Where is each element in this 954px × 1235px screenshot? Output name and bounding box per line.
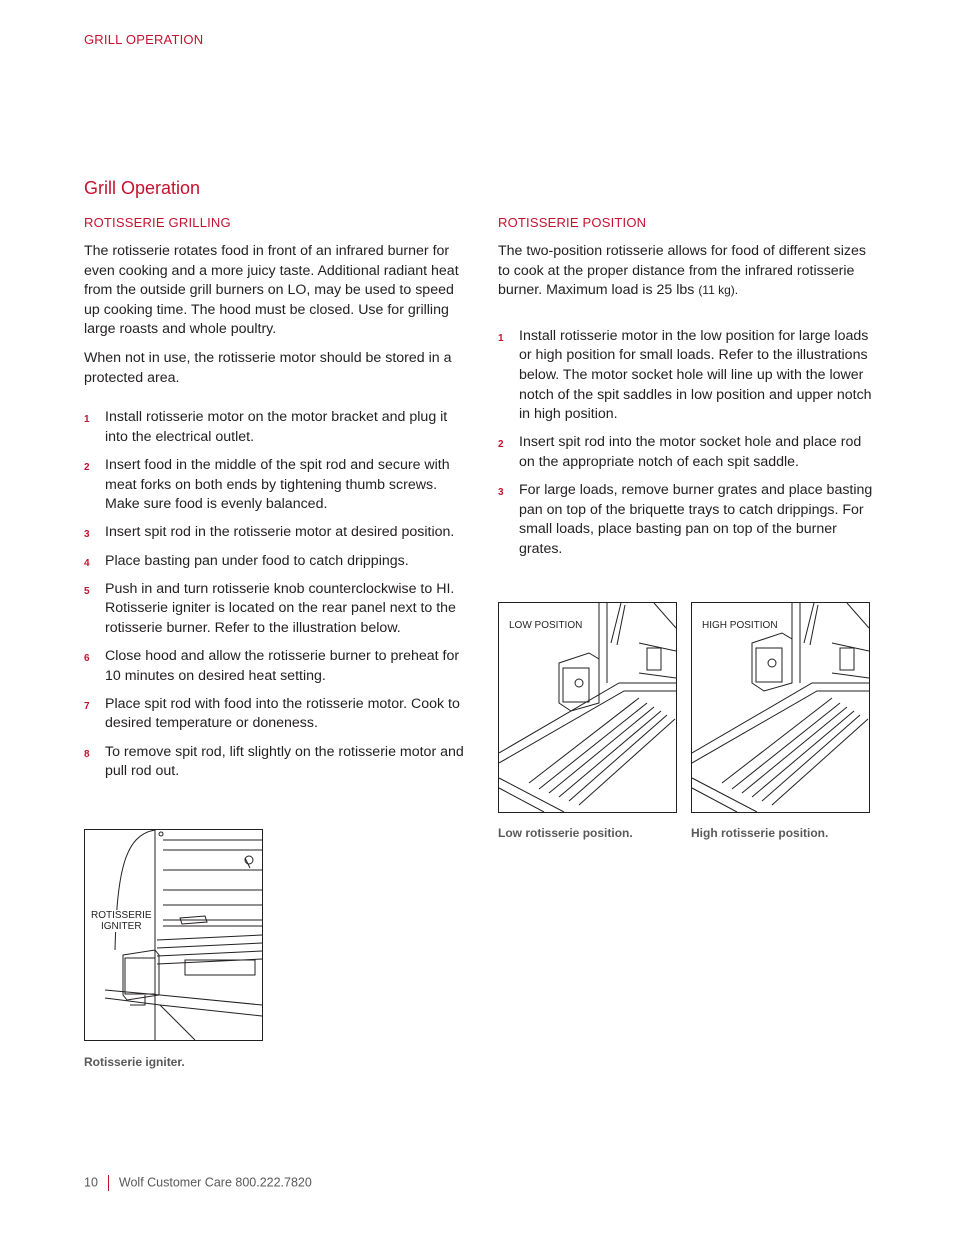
grilling-steps-list <box>84 408 466 782</box>
page-footer <box>84 1175 312 1191</box>
step-text: Place spit rod with food into the rotisserie motor. Cook to desired temperature or doneness. <box>105 695 460 732</box>
step-text: To remove spit rod, lift slightly on the rotisserie motor and pull rod out. <box>105 743 464 780</box>
page-number: 10 <box>84 1175 98 1190</box>
high-position-label: HIGH POSITION <box>702 620 778 631</box>
list-item <box>498 327 880 425</box>
list-item <box>498 481 880 559</box>
rotisserie-grilling-heading: ROTISSERIE GRILLING <box>84 215 231 230</box>
position-steps-list <box>498 327 880 560</box>
position-paragraph-text: The two-position rotisserie allows for food of different sizes to cook at the proper distance from the infrared rotisserie burner. Maximum load is 25 lbs <box>498 243 866 299</box>
step-number: 4 <box>84 557 90 569</box>
step-number: 2 <box>498 439 504 451</box>
igniter-label-line1: ROTISSERIE <box>91 910 152 921</box>
igniter-label <box>91 910 152 932</box>
list-item <box>84 580 466 639</box>
footer-divider <box>108 1175 109 1191</box>
step-number: 3 <box>498 487 504 499</box>
low-position-illustration <box>498 602 677 813</box>
step-text: For large loads, remove burner grates and place basting pan on top of the briquette trays to catch drippings. For small loads, place basting pan on top of the burner grates. <box>519 482 873 557</box>
step-text: Insert spit rod into the motor socket hole and place rod on the appropriate notch of each spit saddle. <box>519 434 862 470</box>
step-text: Place basting pan under food to catch drippings. <box>105 552 409 569</box>
step-number: 6 <box>84 653 90 665</box>
list-item <box>84 408 466 447</box>
page-title: Grill Operation <box>84 178 201 198</box>
list-item <box>84 743 466 782</box>
list-item <box>84 456 466 515</box>
low-position-label: LOW POSITION <box>509 620 583 631</box>
step-text: Insert spit rod in the rotisserie motor at desired position. <box>105 524 455 541</box>
rotisserie-position-heading: ROTISSERIE POSITION <box>498 215 647 230</box>
list-item <box>84 647 466 686</box>
footer-contact: Wolf Customer Care 800.222.7820 <box>118 1175 312 1190</box>
running-header: GRILL OPERATION <box>84 32 204 47</box>
right-column <box>498 215 880 568</box>
step-text: Close hood and allow the rotisserie burner to preheat for 10 minutes on desired heat setting. <box>105 648 460 684</box>
high-position-illustration <box>691 602 870 813</box>
step-text: Insert food in the middle of the spit rod and secure with meat forks on both ends by tightening thumb screws. Make sure food is evenly balanced. <box>105 456 450 513</box>
left-column <box>84 215 466 790</box>
step-text: Push in and turn rotisserie knob counterclockwise to HI. Rotisserie igniter is located on the rear panel next to the rotisserie burner. Refer to the illustration below. <box>105 580 456 636</box>
step-number: 1 <box>498 332 504 344</box>
list-item <box>84 695 466 734</box>
igniter-caption: Rotisserie igniter. <box>84 1055 185 1069</box>
step-number: 8 <box>84 748 90 760</box>
step-number: 1 <box>84 414 90 426</box>
step-number: 3 <box>84 529 90 541</box>
list-item <box>498 433 880 472</box>
step-number: 2 <box>84 461 90 473</box>
storage-paragraph: When not in use, the rotisserie motor should be stored in a protected area. <box>84 349 452 386</box>
step-number: 7 <box>84 700 90 712</box>
step-number: 5 <box>84 585 90 597</box>
step-text: Install rotisserie motor on the motor bracket and plug it into the electrical outlet. <box>105 409 448 445</box>
igniter-label-line2: IGNITER <box>101 921 142 932</box>
position-paragraph <box>498 242 880 301</box>
max-load-metric: (11 kg). <box>698 283 739 298</box>
high-position-caption: High rotisserie position. <box>691 826 829 840</box>
low-position-caption: Low rotisserie position. <box>498 826 633 840</box>
list-item <box>84 552 466 572</box>
rotisserie-igniter-illustration <box>84 829 263 1041</box>
list-item <box>84 523 466 543</box>
intro-paragraph: The rotisserie rotates food in front of an infrared burner for even cooking and a more juicy taste. Additional radiant heat from the outside grill burners on LO, may be used to speed up cooking time. The hood must be closed. Use for grilling large roasts and whole poultry. <box>84 243 459 338</box>
step-text: Install rotisserie motor in the low position for large loads or high position for small loads. Refer to the illustrations below. The motor socket hole will line up with the lower notch of the spit saddles in low position and upper notch in high position. <box>519 327 872 423</box>
